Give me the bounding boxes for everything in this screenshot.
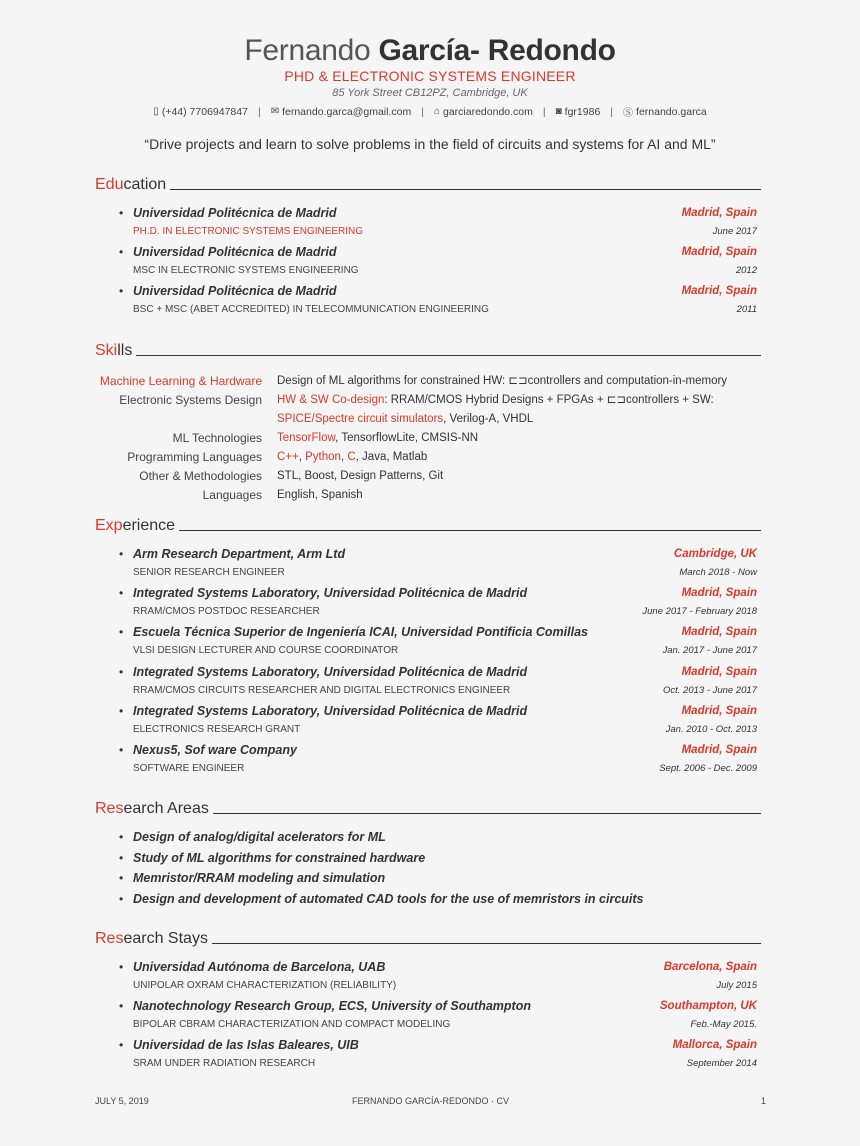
entry-role: PH.D. IN ELECTRONIC SYSTEMS ENGINEERING [133,226,364,237]
entry-item [95,206,761,245]
entry-location: Madrid, Spain [681,587,757,600]
bullet: • [119,850,124,865]
research-stays-section [95,928,761,1078]
entry-location: Madrid, Spain [681,626,757,639]
bullet: • [119,245,124,260]
entry-organization: Universidad Politécnica de Madrid [133,284,337,299]
skill-row [95,467,761,486]
entry-location: Madrid, Spain [681,743,757,756]
skill-row [95,391,761,410]
entry-location: Barcelona, Spain [663,961,757,973]
full-name [0,34,860,68]
skill-text: Design of ML algorithms for constrained HW: ⊏⊐controllers and computation-in-memory [277,375,728,387]
home-icon: ⌂ [433,106,440,117]
list-item [95,851,761,872]
bullet: • [119,664,124,679]
entry-role: SOFTWARE ENGINEER [133,762,245,774]
skill-text: TensorFlow [277,432,336,444]
research-area-text: Design of analog/digital acelerators for ML [133,830,386,844]
entry-organization: Universidad Politécnica de Madrid [133,206,337,220]
entry-date: Oct. 2013 - June 2017 [662,684,757,696]
section-title: Res earch Areas [95,798,761,818]
entry-location: Mallorca, Spain [672,1039,757,1052]
skill-category [95,410,277,429]
entry-item [95,625,761,664]
section-rule [136,355,761,356]
section-title: Exp erience [95,515,761,535]
skill-value [277,486,761,505]
section-rule [213,813,761,814]
contact-item[interactable] [153,106,248,118]
entry-item [95,665,761,704]
entry-item [95,743,761,782]
phone-icon: ▯ [153,106,159,117]
entry-date: 2011 [736,304,757,316]
list-item [95,830,761,851]
skill-text: , Verilog-A, VHDL [443,413,534,425]
entry-role: RRAM/CMOS POSTDOC RESEARCHER [133,606,320,618]
contact-item[interactable] [271,106,412,118]
cv-header [0,34,860,119]
github-icon: ◙ [555,106,562,117]
footer-title: FERNANDO GARCÍA-REDONDO · CV [351,1096,509,1106]
entry-item [95,1038,761,1077]
contact-text: fernando.garca@gmail.com [282,105,412,118]
section-rule [170,189,761,190]
entry-date: 2012 [735,265,757,277]
contact-text: garciaredondo.com [443,105,533,118]
entry-organization: Integrated Systems Laboratory, Universidad Politécnica de Madrid [133,664,528,679]
contact-item[interactable] [434,106,533,118]
contact-separator: | [542,105,546,118]
bullet: • [119,625,124,640]
entry-item [95,960,761,999]
skill-text: SPICE/Spectre circuit simulators [277,413,444,425]
bullet: • [119,960,124,974]
bullet: • [119,586,124,601]
skill-text: Python [305,451,341,463]
skill-value [277,429,761,448]
research-areas-section [95,798,761,912]
skill-text: , TensorflowLite, CMSIS-NN [335,432,479,444]
skill-category: Electronic Systems Design [119,393,262,407]
skill-category: Other & Methodologies [139,469,262,483]
entry-organization: Integrated Systems Laboratory, Universidad Politécnica de Madrid [133,703,528,718]
bullet: • [119,703,124,718]
skill-category: Programming Languages [127,450,262,464]
contact-separator: | [257,105,261,118]
skill-row [95,429,761,448]
bullet: • [119,891,124,906]
bullet: • [119,830,124,844]
experience-section [95,515,761,782]
entry-role: BIPOLAR CBRAM CHARACTERIZATION AND COMPACT MODELING [133,1019,451,1031]
skill-text: STL, Boost, Design Patterns, Git [277,470,444,482]
skill-category: Languages [202,488,262,502]
entry-date: Feb.-May 2015. [690,1019,757,1031]
skill-text: , Java, Matlab [355,451,428,463]
skill-value [277,467,761,486]
entry-location: Southampton, UK [659,1000,757,1013]
entry-location: Madrid, Spain [681,246,757,259]
entry-date: Sept. 2006 - Dec. 2009 [659,762,757,774]
section-rule [212,943,761,944]
research-stays-entries [95,960,761,1078]
bullet: • [119,206,124,220]
entry-date: Jan. 2017 - June 2017 [662,645,757,657]
skill-category: ML Technologies [172,431,262,445]
entry-date: September 2014 [686,1058,757,1070]
section-title: Edu cation [95,174,761,194]
contact-separator: | [421,105,424,118]
entry-item [95,547,761,586]
skill-value [277,372,761,391]
entry-date: July 2015 [716,980,757,991]
contact-separator: | [610,105,614,118]
entry-location: Madrid, Spain [681,285,757,298]
job-position: PHD & ELECTRONIC SYSTEMS ENGINEER [284,68,576,84]
bullet: • [119,1038,124,1053]
skill-text: : RRAM/CMOS Hybrid Designs + FPGAs + ⊏⊐controllers + SW: [384,394,714,406]
contact-text: fernando.garca [636,105,707,118]
research-area-text: Design and development of automated CAD tools for the use of memristors in circuits [133,891,644,906]
contact-item[interactable] [623,104,707,119]
research-areas-list [95,830,761,912]
skills-table [95,372,761,505]
entry-item [95,245,761,284]
skill-text: C [347,451,356,463]
skill-value [277,410,761,429]
skill-row [95,372,761,391]
entry-role: VLSI DESIGN LECTURER AND COURSE COORDINATOR [133,645,399,657]
entry-location: Madrid, Spain [681,704,757,717]
list-item [95,871,761,892]
skill-value [277,448,761,467]
bullet: • [119,999,124,1014]
entry-location: Madrid, Spain [681,665,757,678]
entry-role: SRAM UNDER RADIATION RESEARCH [133,1058,316,1070]
contact-text: fgr1986 [564,105,601,118]
footer-date: JULY 5, 2019 [95,1096,149,1106]
section-title: Res earch Stays [95,928,761,948]
entry-organization: Arm Research Department, Arm Ltd [133,547,346,561]
contact-list [0,104,860,119]
skill-text: C++ [277,451,299,463]
address: 85 York Street CB12PZ, Cambridge, UK [332,87,528,99]
first-name: Fernando [244,34,371,67]
entry-role: ELECTRONICS RESEARCH GRANT [133,723,301,735]
quote: “Drive projects and learn to solve problems in the field of circuits and systems for AI and ML” [144,136,716,152]
email-icon: ✉ [270,106,280,117]
entry-item [95,704,761,743]
entry-item [95,586,761,625]
skill-value [277,391,761,410]
bullet: • [119,871,124,886]
bullet: • [119,742,124,757]
skill-text: , [298,451,306,463]
entry-item [95,999,761,1038]
entry-location: Cambridge, UK [673,548,757,560]
contact-item[interactable] [556,106,601,118]
entry-role: RRAM/CMOS CIRCUITS RESEARCHER AND DIGITAL ELECTRONICS ENGINEER [133,684,511,696]
entry-item [95,284,761,323]
entry-role: UNIPOLAR OXRAM CHARACTERIZATION (RELIABILITY) [133,980,397,991]
contact-text: (+44) 7706947847 [161,105,248,118]
bullet: • [119,547,124,561]
skills-section [95,340,761,505]
entry-organization: Universidad Autónoma de Barcelona, UAB [133,960,386,974]
education-entries [95,206,761,324]
entry-date: June 2017 [712,226,757,237]
bullet: • [119,284,124,299]
research-area-text: Study of ML algorithms for constrained hardware [133,850,426,865]
entry-date: June 2017 - February 2018 [642,606,757,618]
entry-role: BSC + MSC (ABET ACCREDITED) IN TELECOMMUNICATION ENGINEERING [133,304,489,316]
entry-date: Jan. 2010 - Oct. 2013 [665,723,757,735]
entry-role: SENIOR RESEARCH ENGINEER [133,567,285,578]
skill-text: , [340,451,348,463]
skill-text: English, Spanish [277,489,363,501]
research-area-text: Memristor/RRAM modeling and simulation [133,871,386,886]
entry-organization: Integrated Systems Laboratory, Universidad Politécnica de Madrid [133,586,528,601]
skill-row [95,410,761,429]
entry-organization: Nexus5, Sof ware Company [133,742,297,757]
last-name: García- Redondo [378,34,616,67]
entry-organization: Universidad Politécnica de Madrid [133,245,337,260]
entry-organization: Nanotechnology Research Group, ECS, University of Southampton [133,999,531,1014]
entry-location: Madrid, Spain [681,207,757,219]
section-rule [179,530,761,531]
entry-organization: Escuela Técnica Superior de Ingeniería ICAI, Universidad Pontificia Comillas [133,625,588,640]
entry-date: March 2018 - Now [679,567,757,578]
skype-icon: Ⓢ [623,108,634,119]
education-section [95,174,761,324]
experience-entries [95,547,761,782]
skill-row [95,448,761,467]
skill-text: HW & SW Co-design [277,394,385,406]
list-item [95,892,761,913]
page-number: 1 [760,1096,766,1106]
skill-row [95,486,761,505]
entry-organization: Universidad de las Islas Baleares, UIB [133,1038,359,1053]
entry-role: MSC IN ELECTRONIC SYSTEMS ENGINEERING [133,265,359,277]
section-title: Ski lls [95,340,761,360]
skill-category: Machine Learning & Hardware [99,374,262,388]
